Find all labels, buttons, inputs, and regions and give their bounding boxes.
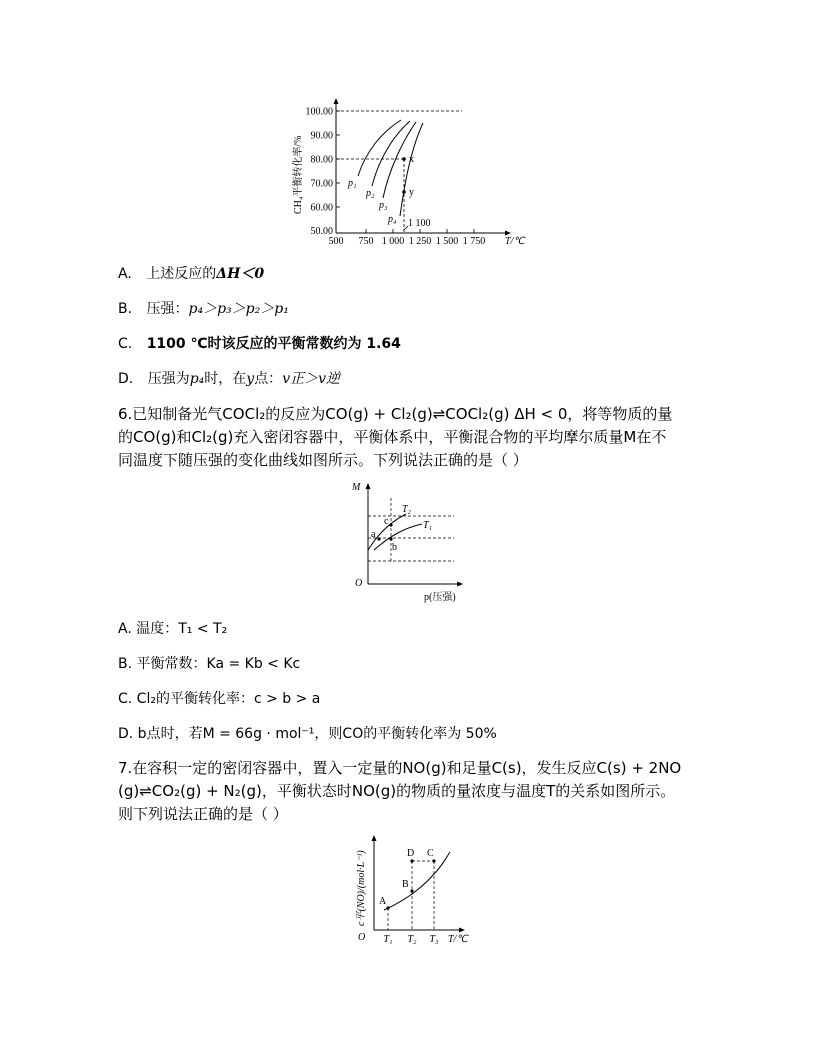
x-tick-label: 1 750: [462, 236, 486, 246]
option-text: 压强为: [147, 371, 190, 387]
x-tick-label: 500: [328, 236, 344, 246]
option-letter: C.: [118, 336, 133, 352]
y-tick-label: 80.00: [310, 154, 333, 166]
y-axis-label: CH₄平衡转化率/%: [293, 135, 304, 214]
q5-option-b: [118, 299, 289, 319]
curve-label-p1: p₁: [348, 178, 357, 189]
q6-stem-line: 的CO(g)和Cl₂(g)充入密闭容器中，平衡体系中，平衡混合物的平均摩尔质量M在不: [118, 428, 667, 446]
q7-stem-line: 则下列说法正确的是（ ）: [118, 805, 288, 823]
option-text: 上述反应的: [146, 266, 217, 282]
q5-option-c: [118, 334, 401, 354]
point-c-label: C: [427, 848, 434, 859]
x-tick-label: T₂: [407, 934, 417, 945]
x-tick-label: T₃: [429, 934, 439, 945]
point-c-label: c: [384, 516, 389, 527]
y-tick-label: 90.00: [310, 130, 333, 142]
q6-stem: [118, 403, 708, 472]
curve-p4: [400, 123, 423, 216]
q7-stem: [118, 757, 708, 826]
option-text: 1100 ℃时该反应的平衡常数约为 1.64: [146, 336, 401, 352]
curve-p1: [358, 120, 401, 176]
curve-label-p2: p₂: [366, 188, 375, 199]
q6-option-d: D. b点时，若M = 66g · mol⁻¹，则CO的平衡转化率为 50%: [118, 726, 497, 742]
origin-label: O: [355, 578, 363, 589]
x-axis-unit: T/℃: [505, 236, 525, 246]
y-axis-label-c-no: c平(NO)/(mol·L⁻¹): [356, 850, 367, 926]
point-a-marker: [377, 537, 380, 540]
q6-stem-line: 同温度下随压强的变化曲线如图所示。下列说法正确的是（ ）: [118, 451, 528, 469]
point-a-label: A: [379, 896, 387, 907]
q6-option-b: B. 平衡常数：Ka = Kb < Kc: [118, 656, 301, 672]
point-c-marker: [389, 523, 392, 526]
option-text: 压强：: [146, 301, 189, 317]
point-d-marker: [410, 859, 413, 862]
x-tick-label: T₁: [383, 934, 393, 945]
x-axis-unit: T/℃: [448, 934, 468, 945]
molar-mass-figure: [346, 478, 476, 606]
q7-stem-line: 7.在容积一定的密闭容器中，置入一定量的NO(g)和足量C(s)，发生反应C(s) + 2NO: [118, 759, 682, 777]
option-formula: p₄＞p₃＞p₂＞p₁: [188, 301, 289, 317]
q5-option-a: [118, 264, 264, 284]
point-x-label: x: [409, 154, 414, 165]
point-b-label: B: [402, 879, 409, 890]
x-axis-label-pressure: p(压强): [424, 592, 456, 603]
option-formula: v正＞v逆: [282, 371, 341, 387]
x-tick-label: 1 250: [408, 236, 432, 246]
x-tick-label: 1 000: [381, 236, 405, 246]
point-y-label: y: [409, 187, 414, 198]
y-tick-label: 70.00: [310, 178, 333, 190]
q5-option-d: [118, 369, 340, 389]
curve-label-p4: p₄: [388, 214, 397, 225]
point-x-marker: [402, 157, 406, 161]
option-formula: y: [246, 371, 255, 387]
curve-label-t2: T₂: [402, 504, 412, 515]
x-tick-label: 1 500: [435, 236, 459, 246]
y-axis-label-m: M: [352, 482, 361, 493]
point-d-label: D: [407, 848, 415, 859]
option-formula: p₄: [189, 371, 205, 387]
option-letter: D.: [118, 371, 134, 387]
y-tick-label: 50.00: [310, 226, 333, 237]
q6-option-c: C. Cl₂的平衡转化率：c > b > a: [118, 691, 321, 707]
point-c-marker: [432, 859, 435, 862]
curve-t1: [374, 524, 422, 550]
origin-label: O: [358, 932, 366, 943]
curve-label-p3: p₃: [379, 200, 388, 211]
point-a-label: a: [371, 529, 376, 540]
point-a-marker: [386, 906, 389, 909]
q7-stem-line: (g)⇌CO₂(g) + N₂(g)，平衡状态时NO(g)的物质的量浓度与温度T的关系如图所示。: [118, 782, 676, 800]
point-y-marker: [402, 190, 406, 194]
option-text: 时，在: [204, 371, 247, 387]
option-letter: A.: [118, 266, 132, 282]
ch4-conversion-figure: [286, 96, 536, 246]
q6-option-a: A. 温度：T₁ < T₂: [118, 621, 228, 637]
option-letter: B.: [118, 301, 133, 317]
option-text: 点：: [254, 371, 283, 387]
point-b-marker: [389, 537, 392, 540]
annotation-1100: 1 100: [408, 218, 431, 229]
option-formula: ΔH＜0: [216, 266, 265, 282]
no-concentration-figure: [334, 830, 484, 950]
y-tick-label: 60.00: [310, 202, 333, 214]
q6-stem-line: 6.已知制备光气COCl₂的反应为CO(g) + Cl₂(g)⇌COCl₂(g) ΔH < 0，将等物质的量: [118, 405, 673, 423]
point-b-label: b: [392, 542, 397, 553]
curve-label-t1: T₁: [423, 520, 433, 531]
y-tick-label: 100.00: [305, 106, 333, 118]
point-b-marker: [410, 889, 413, 892]
x-tick-label: 750: [358, 236, 374, 246]
